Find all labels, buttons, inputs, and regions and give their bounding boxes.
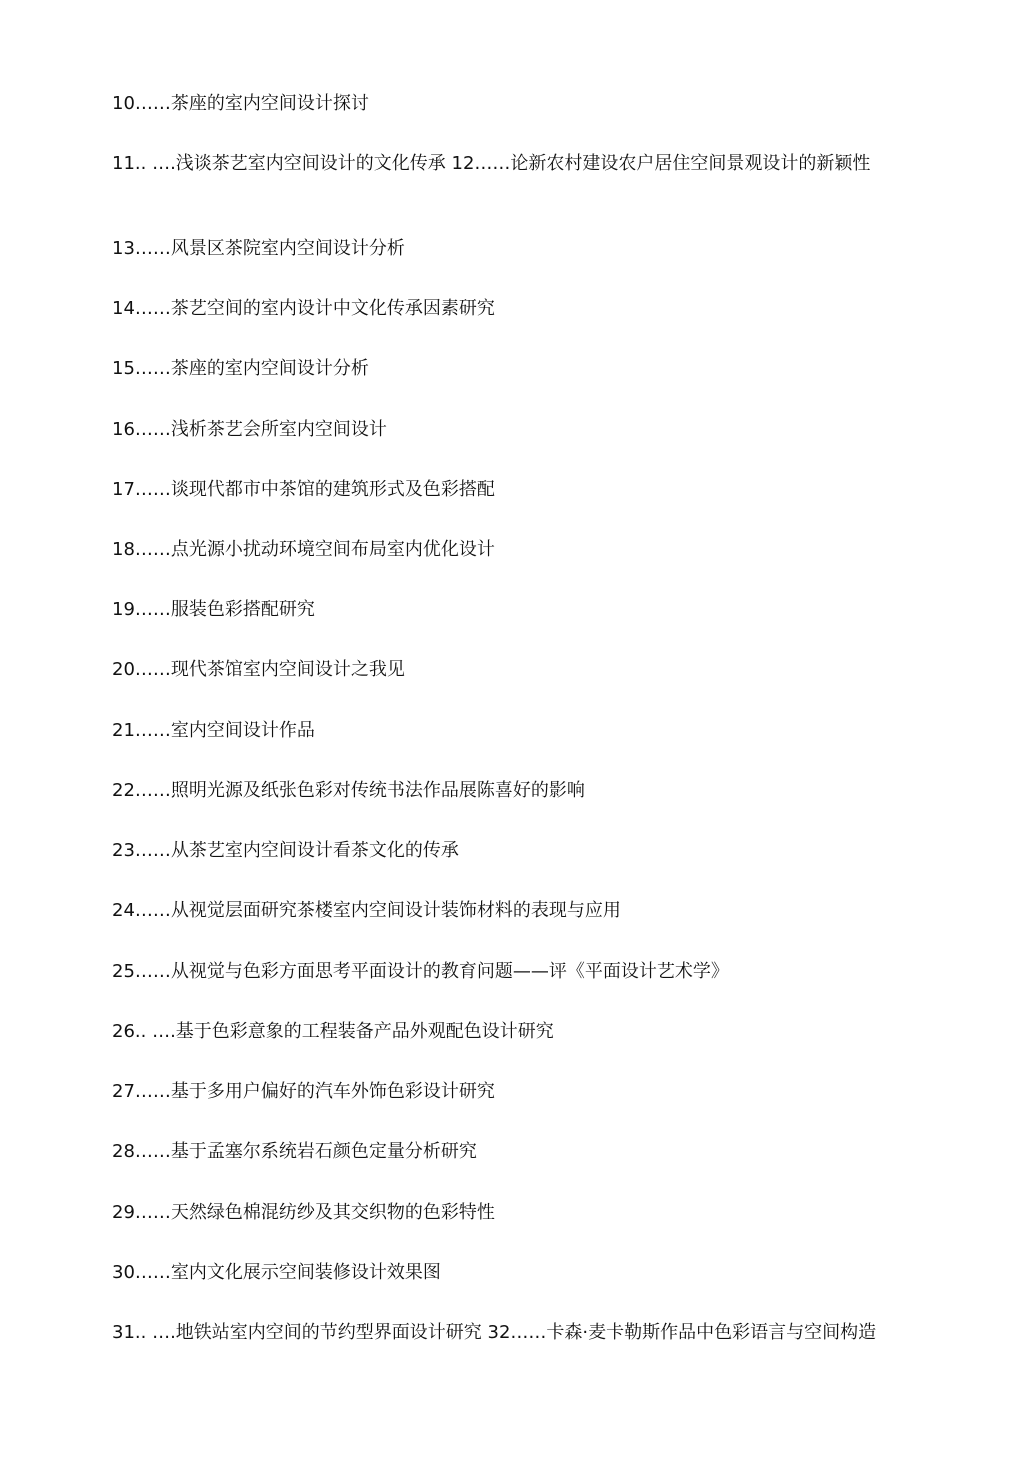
list-item: 25……从视觉与色彩方面思考平面设计的教育问题——评《平面设计艺术学》 [112, 961, 729, 982]
list-item: 13……风景区茶院室内空间设计分析 [112, 238, 405, 259]
list-item: 22……照明光源及纸张色彩对传统书法作品展陈喜好的影响 [112, 780, 585, 801]
list-item: 10……茶座的室内空间设计探讨 [112, 93, 369, 114]
list-item: 29……天然绿色棉混纺纱及其交织物的色彩特性 [112, 1202, 495, 1223]
list-item: 19……服装色彩搭配研究 [112, 599, 315, 620]
list-item: 21……室内空间设计作品 [112, 720, 315, 741]
list-item: 18……点光源小扰动环境空间布局室内优化设计 [112, 539, 495, 560]
list-item: 28……基于孟塞尔系统岩石颜色定量分析研究 [112, 1141, 477, 1162]
list-item: 30……室内文化展示空间装修设计效果图 [112, 1262, 441, 1283]
list-item: 23……从茶艺室内空间设计看茶文化的传承 [112, 840, 459, 861]
list-item: 26.. ….基于色彩意象的工程装备产品外观配色设计研究 [112, 1021, 554, 1042]
list-item: 11.. ….浅谈茶艺室内空间设计的文化传承 12……论新农村建设农户居住空间景观设计的新颖性 [112, 153, 871, 174]
list-item: 15……茶座的室内空间设计分析 [112, 358, 369, 379]
list-item: 27……基于多用户偏好的汽车外饰色彩设计研究 [112, 1081, 495, 1102]
list-item: 24……从视觉层面研究茶楼室内空间设计装饰材料的表现与应用 [112, 900, 621, 921]
list-item: 16……浅析茶艺会所室内空间设计 [112, 419, 387, 440]
list-item: 20……现代茶馆室内空间设计之我见 [112, 659, 405, 680]
list-item: 14……茶艺空间的室内设计中文化传承因素研究 [112, 298, 495, 319]
list-item: 31.. ….地铁站室内空间的节约型界面设计研究 32……卡森·麦卡勒斯作品中色彩语言与空间构造 [112, 1322, 877, 1343]
list-item: 17……谈现代都市中茶馆的建筑形式及色彩搭配 [112, 479, 495, 500]
